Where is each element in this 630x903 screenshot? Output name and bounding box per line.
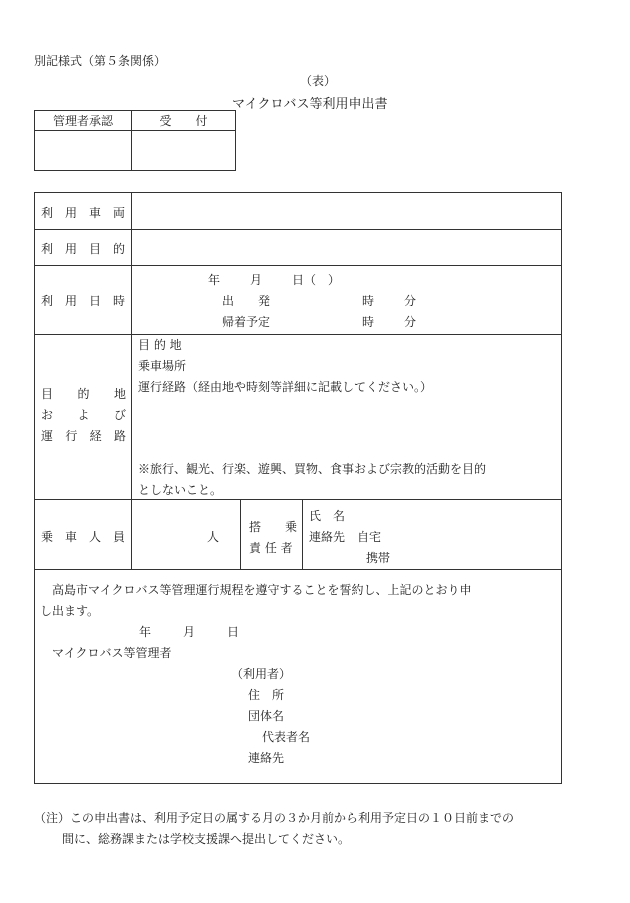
page-title: マイクロバス等利用申出書 bbox=[232, 97, 388, 112]
divider bbox=[34, 229, 562, 230]
responsible-name-label: 氏 名 bbox=[309, 509, 346, 523]
divider bbox=[34, 499, 562, 500]
pledge-day-unit: 日 bbox=[227, 625, 240, 639]
dest-field-label: 目 的 地 bbox=[138, 338, 182, 352]
return-hour-unit: 時 bbox=[362, 315, 375, 329]
destination-label-line1: 目 的 地 bbox=[41, 387, 126, 401]
admin-approval-header: 管理者承認 bbox=[35, 111, 132, 131]
admin-approval-stamp-area[interactable] bbox=[35, 131, 132, 171]
passenger-divider bbox=[302, 499, 303, 569]
responsible-home-phone-label: 連絡先 自宅 bbox=[309, 530, 382, 544]
purpose-label: 利 用 目 的 bbox=[41, 242, 126, 256]
date-month-unit: 月 bbox=[250, 273, 263, 287]
return-label: 帰着予定 bbox=[222, 315, 271, 329]
datetime-label: 利 用 日 時 bbox=[41, 294, 126, 308]
receipt-header: 受 付 bbox=[132, 111, 236, 131]
return-minute-unit: 分 bbox=[404, 315, 417, 329]
divider bbox=[34, 265, 562, 266]
addressee: マイクロバス等管理者 bbox=[52, 646, 172, 660]
pledge-year-unit: 年 bbox=[139, 625, 152, 639]
passenger-divider bbox=[240, 499, 241, 569]
label-column-divider bbox=[131, 192, 132, 569]
passenger-unit: 人 bbox=[207, 530, 220, 544]
destination-label-line2: お よ び bbox=[41, 408, 126, 422]
passenger-count-field[interactable] bbox=[133, 501, 239, 567]
applicant-heading: （利用者） bbox=[231, 667, 292, 681]
pledge-line2: し出ます。 bbox=[40, 604, 100, 618]
usage-notice-line2: としないこと。 bbox=[138, 483, 223, 497]
responsible-label-line2: 責 任 者 bbox=[249, 541, 293, 555]
destination-label bbox=[41, 385, 126, 448]
date-day-unit: 日（ ） bbox=[292, 273, 341, 287]
applicant-group-label: 団体名 bbox=[248, 709, 285, 723]
divider bbox=[34, 569, 562, 570]
applicant-representative-label: 代表者名 bbox=[262, 730, 311, 744]
office-box bbox=[34, 110, 236, 171]
depart-hour-unit: 時 bbox=[362, 294, 375, 308]
usage-notice-line1: ※旅行、観光、行楽、遊興、買物、食事および宗教的活動を目的 bbox=[138, 462, 487, 476]
depart-minute-unit: 分 bbox=[404, 294, 417, 308]
depart-label: 出 発 bbox=[222, 294, 271, 308]
destination-label-line3: 運 行 経 路 bbox=[41, 429, 126, 443]
responsible-mobile-label: 携帯 bbox=[366, 551, 391, 565]
boarding-field-label: 乗車場所 bbox=[138, 359, 187, 373]
responsible-label-line1: 搭 乗 bbox=[249, 520, 298, 534]
date-year-unit: 年 bbox=[208, 273, 221, 287]
footnote-line2: 間に、総務課または学校支援課へ提出してください。 bbox=[62, 832, 351, 846]
footnote-line1: （注）この申出書は、利用予定日の属する月の３か月前から利用予定日の１０日前までの bbox=[34, 811, 515, 825]
receipt-stamp-area[interactable] bbox=[132, 131, 236, 171]
divider bbox=[34, 334, 562, 335]
route-field-label: 運行経路（経由地や時刻等詳細に記載してください。） bbox=[138, 380, 433, 394]
side-mark: （表） bbox=[300, 74, 337, 88]
pledge-month-unit: 月 bbox=[183, 625, 196, 639]
pledge-line1: 高島市マイクロバス等管理運行規程を遵守することを誓約し、上記のとおり申 bbox=[52, 583, 472, 597]
applicant-contact-label: 連絡先 bbox=[248, 751, 285, 765]
purpose-field[interactable] bbox=[133, 231, 559, 263]
applicant-address-label: 住 所 bbox=[248, 688, 285, 702]
form-reference: 別記様式（第５条関係） bbox=[34, 54, 167, 68]
vehicle-label: 利 用 車 両 bbox=[41, 206, 126, 220]
vehicle-field[interactable] bbox=[133, 194, 559, 227]
passengers-label: 乗 車 人 員 bbox=[41, 530, 126, 544]
